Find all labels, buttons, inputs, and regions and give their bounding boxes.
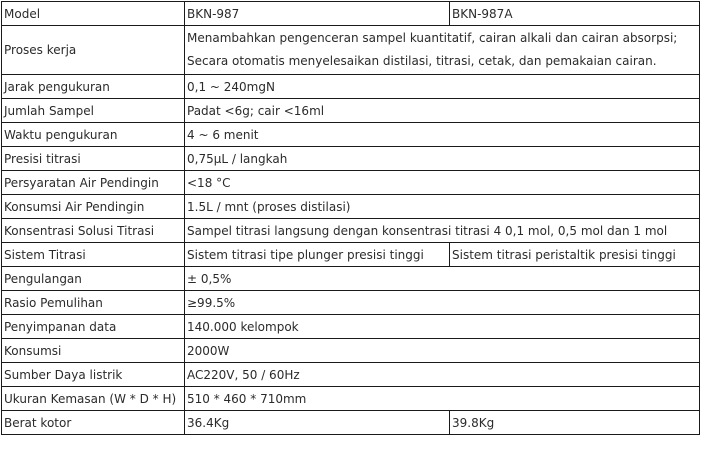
row-value: Padat <6g; cair <16ml xyxy=(185,99,700,123)
row-value-bkn-987a: 39.8Kg xyxy=(450,411,700,435)
row-value: AC220V, 50 / 60Hz xyxy=(185,363,700,387)
row-label: Proses kerja xyxy=(2,26,185,75)
row-label: Ukuran Kemasan (W * D * H) xyxy=(2,387,185,411)
row-value: 0,75μL / langkah xyxy=(185,147,700,171)
table-row xyxy=(2,171,700,195)
table-row xyxy=(2,147,700,171)
table-row xyxy=(2,2,700,26)
row-label: Pengulangan xyxy=(2,267,185,291)
table-row xyxy=(2,26,700,75)
row-label: Persyaratan Air Pendingin xyxy=(2,171,185,195)
row-value: 140.000 kelompok xyxy=(185,315,700,339)
row-value: 4 ~ 6 menit xyxy=(185,123,700,147)
row-value-line: Secara otomatis menyelesaikan distilasi, titrasi, cetak, dan pemakaian cairan. xyxy=(187,54,657,68)
row-value: ≥99.5% xyxy=(185,291,700,315)
table-row xyxy=(2,99,700,123)
row-label: Jumlah Sampel xyxy=(2,99,185,123)
table-row xyxy=(2,123,700,147)
row-label: Sumber Daya listrik xyxy=(2,363,185,387)
row-value-bkn-987: BKN-987 xyxy=(185,2,450,26)
row-value: 1.5L / mnt (proses distilasi) xyxy=(185,195,700,219)
table-row xyxy=(2,363,700,387)
table-row xyxy=(2,291,700,315)
table-row xyxy=(2,195,700,219)
table-row xyxy=(2,267,700,291)
table-row xyxy=(2,75,700,99)
row-value-line: Menambahkan pengenceran sampel kuantitatif, cairan alkali dan cairan absorpsi; xyxy=(187,31,678,45)
specification-table xyxy=(1,1,700,435)
row-label: Berat kotor xyxy=(2,411,185,435)
row-label: Jarak pengukuran xyxy=(2,75,185,99)
row-value xyxy=(185,26,700,75)
table-row xyxy=(2,387,700,411)
row-label: Rasio Pemulihan xyxy=(2,291,185,315)
row-value: 2000W xyxy=(185,339,700,363)
row-label: Model xyxy=(2,2,185,26)
table-row xyxy=(2,339,700,363)
row-label: Penyimpanan data xyxy=(2,315,185,339)
row-label: Konsumsi xyxy=(2,339,185,363)
row-label: Sistem Titrasi xyxy=(2,243,185,267)
row-value-bkn-987a: Sistem titrasi peristaltik presisi tinggi xyxy=(450,243,700,267)
row-value: <18 °C xyxy=(185,171,700,195)
row-value-bkn-987a: BKN-987A xyxy=(450,2,700,26)
row-value: 510 * 460 * 710mm xyxy=(185,387,700,411)
row-label: Waktu pengukuran xyxy=(2,123,185,147)
row-label: Konsentrasi Solusi Titrasi xyxy=(2,219,185,243)
row-value: ± 0,5% xyxy=(185,267,700,291)
table-row xyxy=(2,411,700,435)
row-label: Presisi titrasi xyxy=(2,147,185,171)
table-row xyxy=(2,219,700,243)
table-row xyxy=(2,243,700,267)
row-value: Sampel titrasi langsung dengan konsentrasi titrasi 4 0,1 mol, 0,5 mol dan 1 mol xyxy=(185,219,700,243)
row-value: 0,1 ~ 240mgN xyxy=(185,75,700,99)
row-label: Konsumsi Air Pendingin xyxy=(2,195,185,219)
row-value-bkn-987: Sistem titrasi tipe plunger presisi tinggi xyxy=(185,243,450,267)
row-value-bkn-987: 36.4Kg xyxy=(185,411,450,435)
table-row xyxy=(2,315,700,339)
